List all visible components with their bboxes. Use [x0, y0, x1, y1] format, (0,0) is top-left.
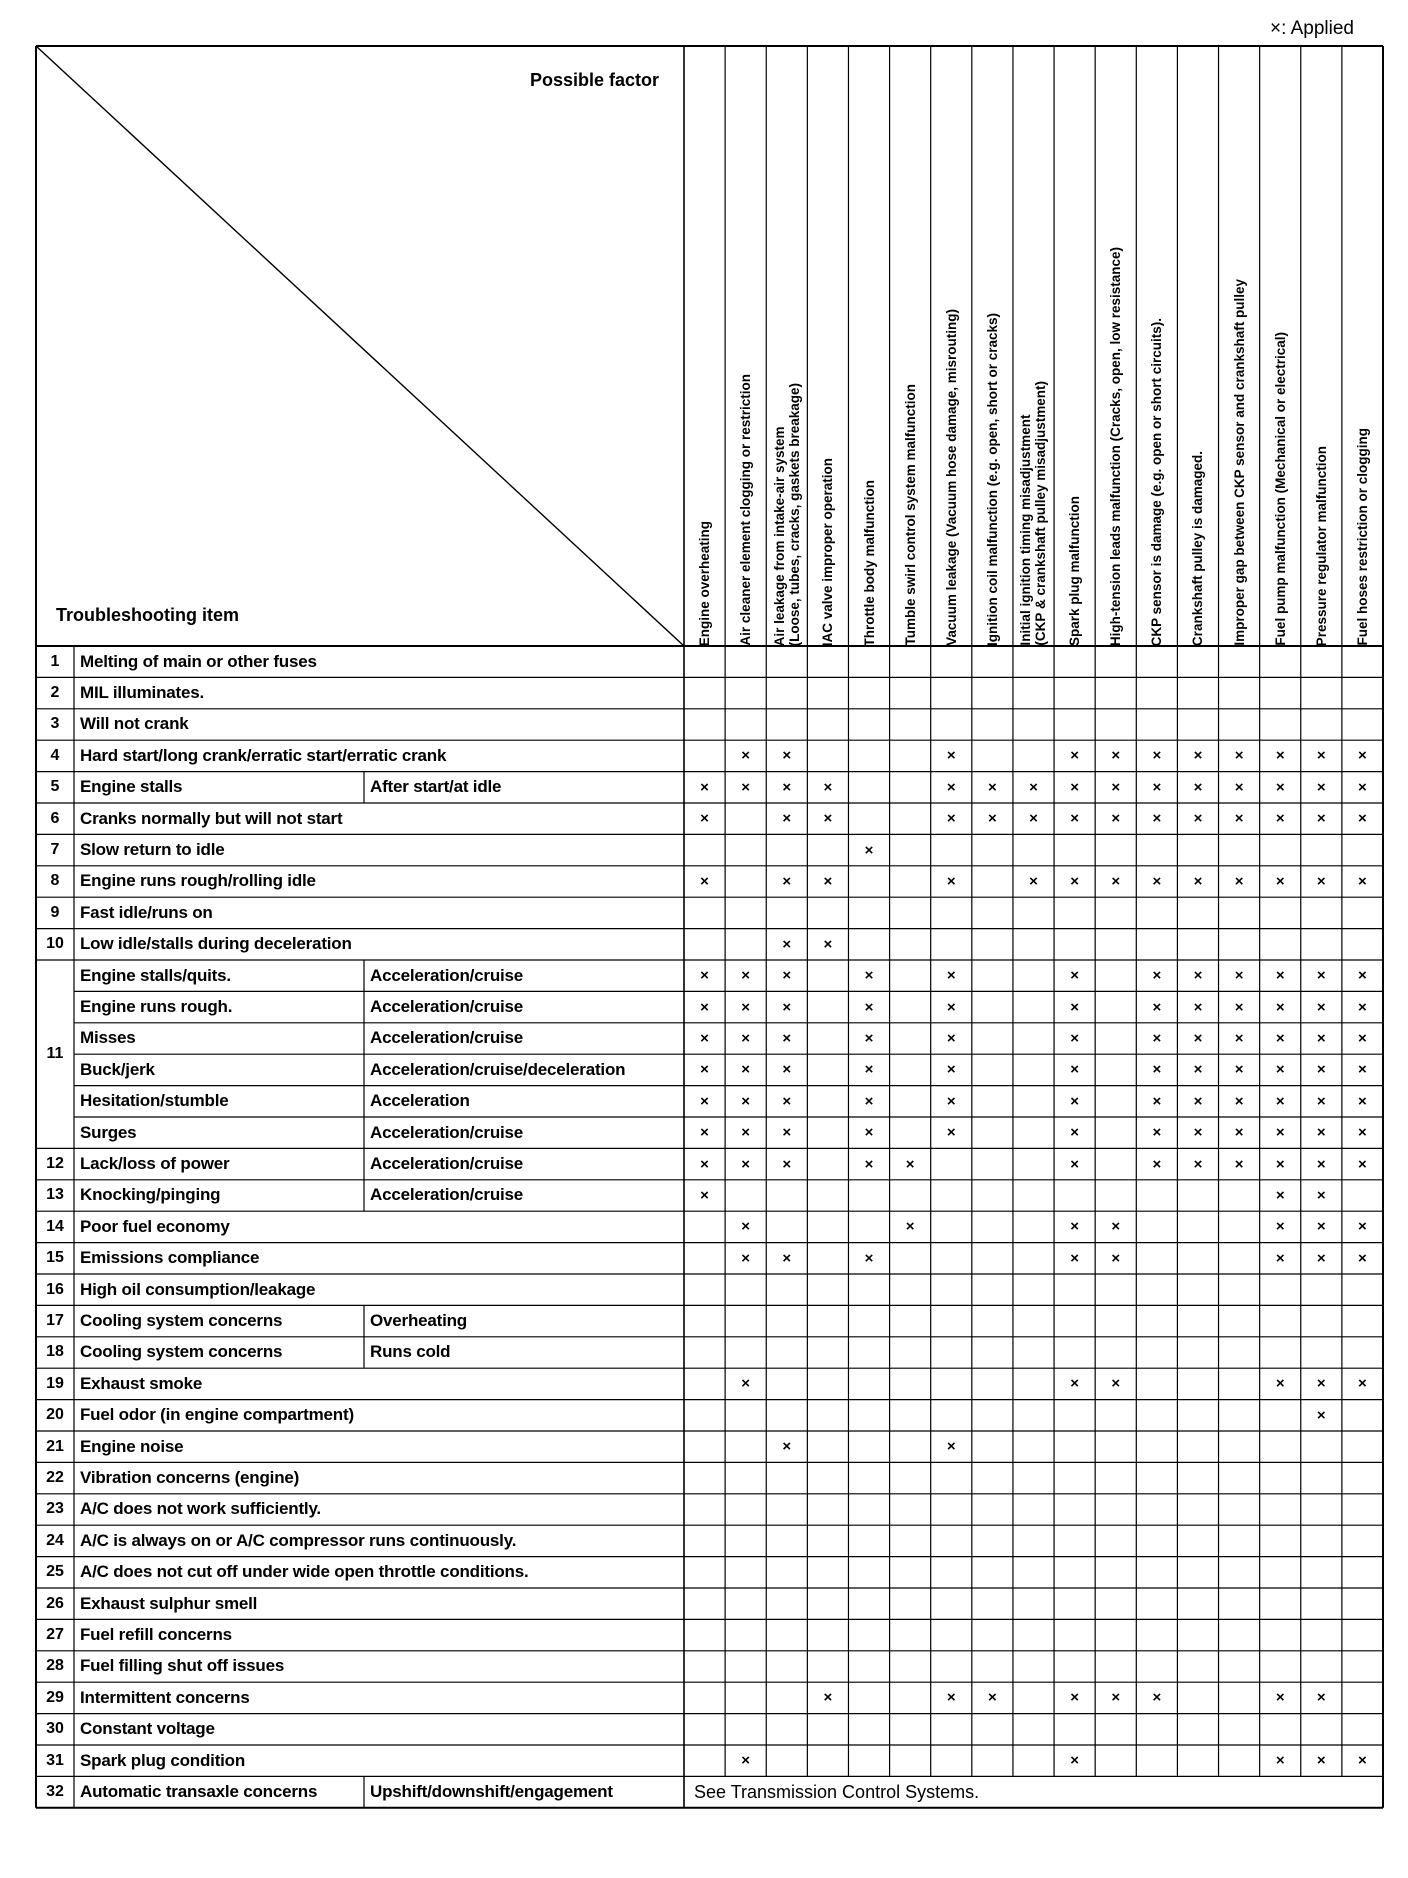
condition: Acceleration/cruise	[370, 1154, 524, 1174]
factor-label-line: IAC valve improper operation	[820, 457, 836, 646]
applied-mark: ×	[700, 998, 709, 1016]
grid-line	[36, 46, 684, 646]
row-number: 13	[46, 1186, 64, 1204]
troubleshooting-item: Melting of main or other fuses	[80, 651, 317, 671]
factor-label-line: Fuel pump malfunction (Mechanical or electrical)	[1272, 332, 1288, 646]
troubleshooting-item: Fuel odor (in engine compartment)	[80, 1405, 354, 1425]
applied-mark: ×	[700, 1124, 709, 1142]
factor-label-line: Spark plug malfunction	[1067, 495, 1083, 646]
row-number: 4	[50, 746, 60, 764]
applied-mark: ×	[987, 778, 997, 796]
applied-mark: ×	[946, 872, 956, 890]
applied-mark: ×	[1029, 872, 1038, 890]
applied-mark: ×	[1234, 872, 1244, 890]
row-number: 31	[46, 1751, 64, 1769]
applied-mark: ×	[1152, 810, 1162, 828]
applied-mark: ×	[1316, 1406, 1326, 1424]
applied-mark: ×	[1152, 1689, 1162, 1707]
applied-mark: ×	[1152, 1155, 1162, 1173]
applied-mark: ×	[946, 778, 956, 796]
applied-mark: ×	[782, 1155, 792, 1173]
applied-mark: ×	[782, 747, 792, 765]
applied-mark: ×	[864, 967, 874, 985]
factor-label-line: CKP sensor is damage (e.g. open or short circuits).	[1149, 317, 1165, 646]
applied-mark: ×	[946, 1092, 956, 1110]
applied-mark: ×	[1275, 1155, 1285, 1173]
row-number: 29	[46, 1688, 64, 1706]
applied-mark: ×	[1275, 810, 1285, 828]
applied-mark: ×	[1358, 998, 1367, 1016]
applied-mark: ×	[1316, 1155, 1326, 1173]
applied-mark: ×	[1316, 778, 1326, 796]
row-number: 20	[46, 1406, 64, 1424]
applied-mark: ×	[1070, 1375, 1079, 1393]
applied-mark: ×	[700, 1092, 709, 1110]
troubleshooting-item: High oil consumption/leakage	[80, 1279, 316, 1299]
applied-mark: ×	[1193, 1155, 1203, 1173]
applied-mark: ×	[864, 998, 874, 1016]
applied-mark: ×	[782, 1249, 792, 1267]
applied-mark: ×	[864, 1124, 874, 1142]
applied-mark: ×	[782, 1124, 792, 1142]
row-number: 28	[46, 1657, 64, 1675]
applied-mark: ×	[823, 778, 833, 796]
troubleshooting-item: Misses	[80, 1028, 136, 1048]
applied-mark: ×	[1070, 747, 1079, 765]
applied-mark: ×	[1275, 1186, 1285, 1204]
troubleshooting-item: Lack/loss of power	[80, 1154, 230, 1174]
factor-label-line: Air cleaner element clogging or restriction	[738, 374, 754, 646]
applied-mark: ×	[1152, 747, 1162, 765]
applied-mark: ×	[1193, 747, 1203, 765]
applied-mark: ×	[1275, 872, 1285, 890]
applied-mark: ×	[1070, 1249, 1079, 1267]
applied-mark: ×	[782, 935, 792, 953]
applied-mark: ×	[1275, 1689, 1285, 1707]
applied-mark: ×	[1316, 1186, 1326, 1204]
troubleshooting-item: Fast idle/runs on	[80, 902, 213, 922]
applied-mark: ×	[946, 967, 956, 985]
applied-mark: ×	[700, 810, 709, 828]
troubleshooting-item: Engine stalls	[80, 777, 183, 797]
applied-mark: ×	[1316, 1218, 1326, 1236]
troubleshooting-item: A/C does not cut off under wide open throttle conditions.	[80, 1562, 529, 1582]
applied-mark: ×	[1070, 1689, 1079, 1707]
row-number: 32	[46, 1783, 64, 1801]
applied-mark: ×	[741, 967, 751, 985]
applied-mark: ×	[741, 1124, 751, 1142]
applied-mark: ×	[1111, 1249, 1121, 1267]
applied-mark: ×	[987, 1689, 997, 1707]
applied-mark: ×	[1234, 1124, 1244, 1142]
applied-mark: ×	[1234, 778, 1244, 796]
applied-mark: ×	[1193, 998, 1203, 1016]
applied-mark: ×	[700, 1155, 709, 1173]
applied-mark: ×	[1234, 1061, 1244, 1079]
row-number: 25	[46, 1563, 64, 1581]
applied-mark: ×	[1070, 998, 1079, 1016]
applied-mark: ×	[946, 1689, 956, 1707]
applied-mark: ×	[782, 1061, 792, 1079]
applied-mark: ×	[1316, 998, 1326, 1016]
applied-mark: ×	[823, 810, 833, 828]
applied-mark: ×	[1358, 1155, 1367, 1173]
troubleshooting-item: Knocking/pinging	[80, 1185, 221, 1205]
applied-mark: ×	[1358, 967, 1367, 985]
applied-mark: ×	[1275, 1029, 1285, 1047]
troubleshooting-item: Engine runs rough/rolling idle	[80, 871, 316, 891]
applied-mark: ×	[946, 998, 956, 1016]
troubleshooting-item: Poor fuel economy	[80, 1216, 230, 1236]
applied-mark: ×	[1152, 778, 1162, 796]
factor-label-line: Throttle body malfunction	[861, 479, 877, 646]
applied-mark: ×	[946, 1124, 956, 1142]
applied-mark: ×	[1070, 872, 1079, 890]
possible-factor-label: Possible factor	[530, 70, 660, 90]
applied-mark: ×	[782, 1438, 792, 1456]
applied-mark: ×	[1316, 967, 1326, 985]
troubleshooting-item: Exhaust smoke	[80, 1373, 203, 1393]
condition: Acceleration/cruise	[370, 1122, 524, 1142]
row-number: 26	[46, 1594, 64, 1612]
applied-mark: ×	[1152, 1092, 1162, 1110]
applied-mark: ×	[1316, 1689, 1326, 1707]
applied-mark: ×	[1152, 1061, 1162, 1079]
row-number: 5	[50, 778, 60, 796]
applied-mark: ×	[1111, 1375, 1121, 1393]
applied-mark: ×	[741, 1092, 751, 1110]
applied-mark: ×	[741, 1061, 751, 1079]
applied-mark: ×	[1111, 1689, 1121, 1707]
applied-mark: ×	[987, 810, 997, 828]
applied-mark: ×	[1234, 810, 1244, 828]
condition: Upshift/downshift/engagement	[370, 1782, 613, 1802]
transmission-note: See Transmission Control Systems.	[694, 1781, 980, 1802]
row-number: 19	[46, 1374, 64, 1392]
row-number: 12	[46, 1155, 64, 1173]
applied-mark: ×	[700, 872, 709, 890]
applied-mark: ×	[1234, 998, 1244, 1016]
troubleshooting-item: Constant voltage	[80, 1719, 215, 1739]
applied-mark: ×	[1070, 1061, 1079, 1079]
applied-mark: ×	[864, 841, 874, 859]
applied-mark: ×	[1111, 1218, 1121, 1236]
applied-mark: ×	[1234, 967, 1244, 985]
troubleshooting-item: Engine noise	[80, 1436, 184, 1456]
applied-mark: ×	[1358, 747, 1367, 765]
applied-mark: ×	[864, 1029, 874, 1047]
row-number: 6	[50, 809, 60, 827]
applied-mark: ×	[823, 872, 833, 890]
applied-mark: ×	[1029, 778, 1038, 796]
row-number: 2	[50, 684, 60, 702]
applied-mark: ×	[905, 1218, 915, 1236]
applied-mark: ×	[1275, 1092, 1285, 1110]
applied-mark: ×	[1316, 1061, 1326, 1079]
applied-mark: ×	[700, 1029, 709, 1047]
row-number: 14	[46, 1217, 64, 1235]
troubleshooting-item: Slow return to idle	[80, 840, 225, 860]
applied-mark: ×	[1316, 1092, 1326, 1110]
troubleshooting-item: Low idle/stalls during deceleration	[80, 934, 352, 954]
applied-mark: ×	[1275, 967, 1285, 985]
applied-mark: ×	[1111, 778, 1121, 796]
troubleshooting-item: Exhaust sulphur smell	[80, 1593, 258, 1613]
troubleshooting-item: Hard start/long crank/erratic start/erratic crank	[80, 745, 447, 765]
applied-mark: ×	[1358, 1124, 1367, 1142]
row-number: 16	[46, 1280, 64, 1298]
row-number: 27	[46, 1626, 64, 1644]
troubleshooting-item: Intermittent concerns	[80, 1687, 250, 1707]
troubleshooting-item: Engine stalls/quits.	[80, 965, 231, 985]
applied-mark: ×	[1316, 1375, 1326, 1393]
applied-mark: ×	[1193, 1029, 1203, 1047]
applied-mark: ×	[1316, 1124, 1326, 1142]
applied-mark: ×	[1275, 1218, 1285, 1236]
applied-mark: ×	[1275, 1375, 1285, 1393]
applied-mark: ×	[782, 967, 792, 985]
applied-mark: ×	[782, 872, 792, 890]
applied-mark: ×	[946, 810, 956, 828]
applied-mark: ×	[1111, 810, 1121, 828]
factor-label-line: Initial ignition timing misadjustment	[1018, 414, 1034, 646]
condition: Acceleration/cruise/deceleration	[370, 1059, 626, 1079]
applied-mark: ×	[1358, 778, 1367, 796]
applied-mark: ×	[741, 778, 751, 796]
factor-label-line: Air leakage from intake-air system	[771, 426, 787, 646]
applied-mark: ×	[823, 1689, 833, 1707]
applied-mark: ×	[1193, 1124, 1203, 1142]
troubleshooting-item: Surges	[80, 1122, 137, 1142]
condition: Runs cold	[370, 1342, 451, 1362]
applied-mark: ×	[1070, 778, 1079, 796]
applied-mark: ×	[946, 1061, 956, 1079]
factor-label-line: Pressure regulator malfunction	[1313, 445, 1329, 646]
applied-mark: ×	[741, 1249, 751, 1267]
applied-mark: ×	[1316, 1752, 1326, 1770]
troubleshooting-item: Spark plug condition	[80, 1750, 246, 1770]
applied-mark: ×	[1234, 1155, 1244, 1173]
applied-mark: ×	[741, 1752, 751, 1770]
applied-mark: ×	[1070, 1092, 1079, 1110]
applied-mark: ×	[864, 1249, 874, 1267]
applied-mark: ×	[1070, 1155, 1079, 1173]
factor-label-line: Engine overheating	[697, 520, 713, 646]
applied-mark: ×	[1275, 1061, 1285, 1079]
applied-mark: ×	[1070, 1124, 1079, 1142]
row-number: 23	[46, 1500, 64, 1518]
applied-mark: ×	[1152, 872, 1162, 890]
factor-label-line: Tumble swirl control system malfunction	[902, 384, 918, 646]
applied-mark: ×	[1275, 1124, 1285, 1142]
applied-mark: ×	[700, 1061, 709, 1079]
applied-mark: ×	[1070, 810, 1079, 828]
troubleshooting-item: Cooling system concerns	[80, 1311, 283, 1331]
row-number: 10	[46, 935, 64, 953]
applied-mark: ×	[782, 1029, 792, 1047]
applied-mark: ×	[700, 778, 709, 796]
applied-mark: ×	[1358, 1218, 1367, 1236]
applied-mark: ×	[782, 778, 792, 796]
factor-label-line: High-tension leads malfunction (Cracks, open, low resistance)	[1108, 246, 1124, 646]
applied-mark: ×	[1316, 1249, 1326, 1267]
factor-label-line: Vacuum leakage (Vacuum hose damage, misrouting)	[943, 309, 959, 646]
applied-mark: ×	[1152, 1029, 1162, 1047]
applied-mark: ×	[1358, 1061, 1367, 1079]
applied-mark: ×	[1275, 1249, 1285, 1267]
condition: Acceleration/cruise	[370, 965, 524, 985]
condition: Acceleration	[370, 1091, 470, 1111]
applied-mark: ×	[700, 967, 709, 985]
row-number: 22	[46, 1469, 64, 1487]
row-number: 17	[46, 1312, 64, 1330]
applied-mark: ×	[782, 810, 792, 828]
factor-label-line: Ignition coil malfunction (e.g. open, short or cracks)	[984, 312, 1000, 646]
applied-mark: ×	[1316, 872, 1326, 890]
applied-mark: ×	[864, 1092, 874, 1110]
applied-mark: ×	[1358, 872, 1367, 890]
factor-label-line: (CKP & crankshaft pulley misadjustment)	[1033, 381, 1049, 646]
condition: Acceleration/cruise	[370, 1185, 524, 1205]
applied-mark: ×	[1070, 1218, 1079, 1236]
applied-mark: ×	[741, 998, 751, 1016]
troubleshooting-item: Automatic transaxle concerns	[80, 1782, 318, 1802]
applied-mark: ×	[782, 998, 792, 1016]
applied-mark: ×	[946, 747, 956, 765]
row-number: 9	[50, 903, 60, 921]
applied-mark: ×	[1275, 747, 1285, 765]
troubleshooting-item: Cranks normally but will not start	[80, 808, 343, 828]
applied-mark: ×	[1316, 747, 1326, 765]
troubleshooting-item: A/C is always on or A/C compressor runs continuously.	[80, 1530, 517, 1550]
row-number: 24	[46, 1531, 64, 1549]
applied-mark: ×	[946, 1029, 956, 1047]
applied-mark: ×	[1111, 872, 1121, 890]
applied-mark: ×	[1358, 1752, 1367, 1770]
row-number: 11	[46, 1045, 64, 1063]
troubleshooting-item: Vibration concerns (engine)	[80, 1468, 300, 1488]
troubleshooting-item: Fuel refill concerns	[80, 1625, 232, 1645]
condition: Acceleration/cruise	[370, 1028, 524, 1048]
factor-label-line: (Loose, tubes, cracks, gaskets breakage)	[786, 382, 802, 646]
row-number: 8	[50, 872, 60, 890]
troubleshooting-item: Fuel filling shut off issues	[80, 1656, 285, 1676]
troubleshooting-item-label: Troubleshooting item	[56, 605, 239, 625]
row-number: 7	[50, 841, 60, 859]
troubleshooting-item: Buck/jerk	[80, 1059, 155, 1079]
applied-mark: ×	[741, 1029, 751, 1047]
row-number: 21	[46, 1437, 64, 1455]
condition: Overheating	[370, 1311, 467, 1331]
applied-mark: ×	[1358, 1092, 1367, 1110]
condition: After start/at idle	[370, 777, 502, 797]
troubleshooting-item: Will not crank	[80, 714, 189, 734]
applied-mark: ×	[1275, 1752, 1285, 1770]
applied-mark: ×	[1275, 778, 1285, 796]
troubleshooting-item: A/C does not work sufficiently.	[80, 1499, 321, 1519]
applied-mark: ×	[1193, 1061, 1203, 1079]
applied-mark: ×	[1070, 1029, 1079, 1047]
applied-mark: ×	[1358, 1375, 1367, 1393]
troubleshooting-item: Hesitation/stumble	[80, 1091, 229, 1111]
applied-mark: ×	[905, 1155, 915, 1173]
applied-mark: ×	[946, 1438, 956, 1456]
applied-mark: ×	[782, 1092, 792, 1110]
applied-mark: ×	[1193, 967, 1203, 985]
applied-mark: ×	[700, 1186, 709, 1204]
applied-mark: ×	[1070, 1752, 1079, 1770]
row-number: 18	[46, 1343, 64, 1361]
factor-label-line: Improper gap between CKP sensor and crankshaft pulley	[1231, 279, 1247, 646]
row-number: 1	[50, 652, 60, 670]
row-number: 30	[46, 1720, 64, 1738]
factor-label-line: Fuel hoses restriction or clogging	[1354, 428, 1370, 646]
applied-mark: ×	[1029, 810, 1038, 828]
applied-mark: ×	[1070, 967, 1079, 985]
applied-mark: ×	[864, 1061, 874, 1079]
applied-mark: ×	[1358, 1249, 1367, 1267]
applied-mark: ×	[1234, 1092, 1244, 1110]
applied-mark: ×	[1193, 778, 1203, 796]
row-number: 15	[46, 1249, 64, 1267]
legend-applied: ×: Applied	[1270, 18, 1354, 39]
applied-mark: ×	[1152, 998, 1162, 1016]
applied-mark: ×	[1316, 1029, 1326, 1047]
applied-mark: ×	[1234, 747, 1244, 765]
applied-mark: ×	[1193, 1092, 1203, 1110]
applied-mark: ×	[1193, 810, 1203, 828]
applied-mark: ×	[1152, 967, 1162, 985]
applied-mark: ×	[1316, 810, 1326, 828]
condition: Acceleration/cruise	[370, 997, 524, 1017]
applied-mark: ×	[1234, 1029, 1244, 1047]
applied-mark: ×	[1358, 1029, 1367, 1047]
factor-label-line: Crankshaft pulley is damaged.	[1190, 450, 1206, 646]
applied-mark: ×	[1358, 810, 1367, 828]
troubleshooting-item: Emissions compliance	[80, 1248, 260, 1268]
applied-mark: ×	[1275, 998, 1285, 1016]
applied-mark: ×	[1111, 747, 1121, 765]
applied-mark: ×	[741, 1375, 751, 1393]
applied-mark: ×	[1193, 872, 1203, 890]
troubleshooting-item: Engine runs rough.	[80, 997, 233, 1017]
applied-mark: ×	[823, 935, 833, 953]
applied-mark: ×	[741, 1218, 751, 1236]
applied-mark: ×	[741, 1155, 751, 1173]
applied-mark: ×	[1152, 1124, 1162, 1142]
troubleshooting-item: Cooling system concerns	[80, 1342, 283, 1362]
row-number: 3	[50, 715, 60, 733]
applied-mark: ×	[864, 1155, 874, 1173]
troubleshooting-item: MIL illuminates.	[80, 683, 205, 703]
applied-mark: ×	[741, 747, 751, 765]
